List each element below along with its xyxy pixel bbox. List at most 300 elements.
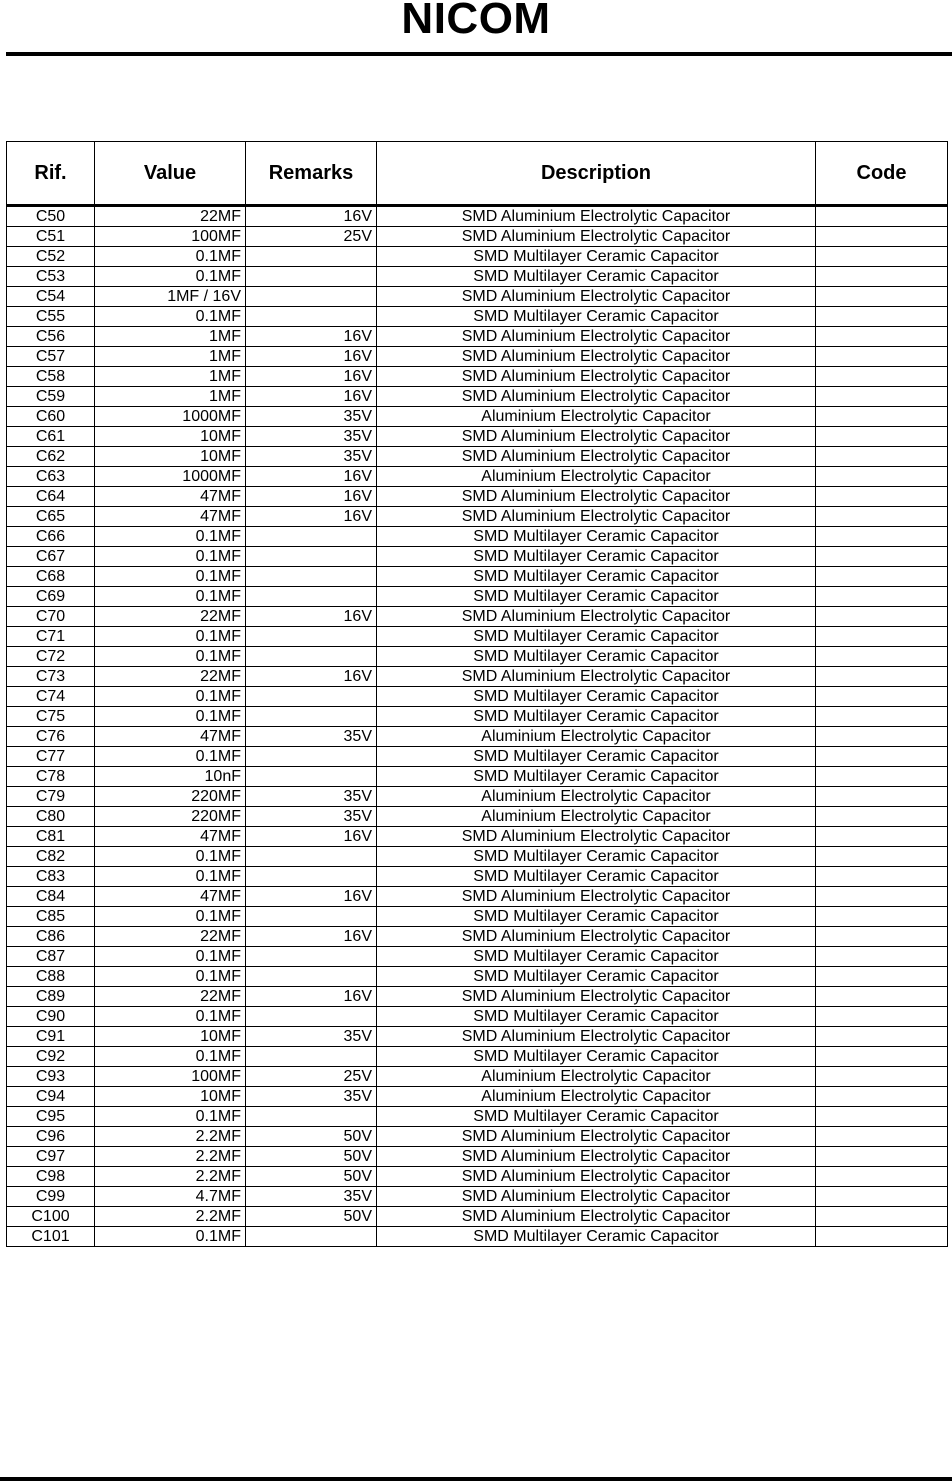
table-row [7,1107,948,1127]
cell-rif: C50 [7,206,95,227]
table-row [7,1207,948,1227]
cell-code [816,527,948,547]
cell-value: 0.1MF [95,567,246,587]
cell-remarks: 25V [246,1067,377,1087]
cell-remarks [246,847,377,867]
cell-code [816,267,948,287]
cell-description: SMD Aluminium Electrolytic Capacitor [377,1027,816,1047]
table-row [7,547,948,567]
table-row [7,487,948,507]
page-title: NICOM [401,0,551,43]
cell-value: 0.1MF [95,1227,246,1247]
cell-remarks [246,547,377,567]
cell-value: 0.1MF [95,907,246,927]
cell-rif: C76 [7,727,95,747]
cell-value: 0.1MF [95,307,246,327]
cell-rif: C58 [7,367,95,387]
cell-description: SMD Multilayer Ceramic Capacitor [377,247,816,267]
table-row [7,667,948,687]
cell-code [816,747,948,767]
cell-description: SMD Aluminium Electrolytic Capacitor [377,487,816,507]
cell-value: 0.1MF [95,247,246,267]
column-header-code: Code [816,142,948,206]
cell-description: SMD Multilayer Ceramic Capacitor [377,627,816,647]
cell-rif: C100 [7,1207,95,1227]
table-row [7,707,948,727]
table-row [7,247,948,267]
cell-code [816,587,948,607]
cell-code [816,727,948,747]
cell-code [816,206,948,227]
cell-value: 22MF [95,987,246,1007]
cell-rif: C93 [7,1067,95,1087]
cell-rif: C66 [7,527,95,547]
parts-table [6,141,948,1247]
cell-description: SMD Multilayer Ceramic Capacitor [377,647,816,667]
cell-rif: C97 [7,1147,95,1167]
cell-remarks: 50V [246,1207,377,1227]
cell-rif: C68 [7,567,95,587]
cell-code [816,347,948,367]
cell-remarks [246,707,377,727]
cell-code [816,687,948,707]
cell-remarks [246,247,377,267]
cell-rif: C92 [7,1047,95,1067]
cell-remarks [246,867,377,887]
cell-value: 22MF [95,206,246,227]
cell-remarks: 35V [246,1087,377,1107]
cell-code [816,567,948,587]
cell-remarks: 16V [246,927,377,947]
cell-rif: C95 [7,1107,95,1127]
cell-description: SMD Aluminium Electrolytic Capacitor [377,887,816,907]
cell-remarks: 16V [246,387,377,407]
cell-value: 0.1MF [95,687,246,707]
cell-description: Aluminium Electrolytic Capacitor [377,407,816,427]
cell-rif: C86 [7,927,95,947]
column-header-value: Value [95,142,246,206]
cell-value: 1MF [95,367,246,387]
cell-value: 22MF [95,667,246,687]
table-row [7,1127,948,1147]
table-row [7,287,948,307]
table-row [7,847,948,867]
cell-description: SMD Multilayer Ceramic Capacitor [377,587,816,607]
table-row [7,447,948,467]
cell-code [816,327,948,347]
cell-remarks [246,907,377,927]
table-row [7,647,948,667]
cell-value: 10MF [95,1087,246,1107]
cell-code [816,987,948,1007]
cell-rif: C59 [7,387,95,407]
cell-description: SMD Aluminium Electrolytic Capacitor [377,1167,816,1187]
table-row [7,1167,948,1187]
table-row [7,327,948,347]
cell-code [816,1027,948,1047]
cell-value: 220MF [95,787,246,807]
table-row [7,887,948,907]
cell-rif: C96 [7,1127,95,1147]
cell-description: SMD Multilayer Ceramic Capacitor [377,867,816,887]
cell-code [816,1167,948,1187]
table-row [7,927,948,947]
cell-rif: C69 [7,587,95,607]
cell-value: 220MF [95,807,246,827]
cell-remarks: 16V [246,827,377,847]
table-row [7,1147,948,1167]
cell-description: SMD Aluminium Electrolytic Capacitor [377,427,816,447]
cell-description: SMD Aluminium Electrolytic Capacitor [377,1187,816,1207]
cell-remarks: 16V [246,467,377,487]
column-header-remarks: Remarks [246,142,377,206]
cell-rif: C72 [7,647,95,667]
header-row [7,142,948,206]
cell-rif: C56 [7,327,95,347]
cell-code [816,1107,948,1127]
cell-code [816,1087,948,1107]
cell-remarks: 16V [246,667,377,687]
cell-value: 47MF [95,827,246,847]
cell-value: 1MF [95,327,246,347]
cell-value: 1000MF [95,467,246,487]
table-row [7,427,948,447]
table-row [7,507,948,527]
table-row [7,347,948,367]
cell-description: SMD Aluminium Electrolytic Capacitor [377,227,816,247]
cell-remarks [246,267,377,287]
table-row [7,1027,948,1047]
cell-rif: C99 [7,1187,95,1207]
cell-code [816,507,948,527]
table-row [7,1007,948,1027]
table-row [7,947,948,967]
cell-remarks [246,947,377,967]
cell-remarks: 35V [246,427,377,447]
table-row [7,527,948,547]
table-row [7,767,948,787]
table-row [7,867,948,887]
cell-remarks: 25V [246,227,377,247]
cell-rif: C57 [7,347,95,367]
cell-code [816,827,948,847]
cell-code [816,247,948,267]
cell-remarks: 35V [246,1187,377,1207]
cell-description: SMD Aluminium Electrolytic Capacitor [377,447,816,467]
cell-code [816,287,948,307]
cell-description: SMD Multilayer Ceramic Capacitor [377,547,816,567]
cell-code [816,1007,948,1027]
cell-description: SMD Multilayer Ceramic Capacitor [377,747,816,767]
cell-code [816,1187,948,1207]
cell-remarks [246,1007,377,1027]
cell-description: SMD Aluminium Electrolytic Capacitor [377,206,816,227]
cell-value: 0.1MF [95,1047,246,1067]
cell-description: SMD Aluminium Electrolytic Capacitor [377,287,816,307]
table-row [7,1187,948,1207]
cell-rif: C78 [7,767,95,787]
cell-remarks [246,687,377,707]
cell-description: SMD Aluminium Electrolytic Capacitor [377,367,816,387]
parts-table-body [7,206,948,1247]
cell-remarks: 35V [246,1027,377,1047]
table-row [7,1067,948,1087]
table-row [7,1047,948,1067]
cell-value: 0.1MF [95,707,246,727]
cell-description: SMD Aluminium Electrolytic Capacitor [377,327,816,347]
cell-rif: C74 [7,687,95,707]
table-row [7,967,948,987]
cell-value: 1MF [95,347,246,367]
cell-value: 0.1MF [95,947,246,967]
cell-description: SMD Aluminium Electrolytic Capacitor [377,1127,816,1147]
cell-remarks [246,1047,377,1067]
cell-remarks: 50V [246,1147,377,1167]
cell-remarks [246,767,377,787]
cell-code [816,1227,948,1247]
cell-description: SMD Multilayer Ceramic Capacitor [377,267,816,287]
cell-description: Aluminium Electrolytic Capacitor [377,807,816,827]
cell-rif: C81 [7,827,95,847]
cell-description: SMD Aluminium Electrolytic Capacitor [377,387,816,407]
cell-rif: C65 [7,507,95,527]
table-row [7,907,948,927]
cell-rif: C84 [7,887,95,907]
cell-value: 22MF [95,927,246,947]
cell-value: 1000MF [95,407,246,427]
cell-code [816,767,948,787]
cell-code [816,967,948,987]
table-row [7,206,948,227]
cell-description: SMD Multilayer Ceramic Capacitor [377,567,816,587]
cell-remarks [246,967,377,987]
table-row [7,827,948,847]
cell-rif: C85 [7,907,95,927]
table-row [7,987,948,1007]
cell-description: Aluminium Electrolytic Capacitor [377,1087,816,1107]
cell-rif: C75 [7,707,95,727]
cell-rif: C53 [7,267,95,287]
cell-rif: C67 [7,547,95,567]
cell-code [816,947,948,967]
cell-description: SMD Multilayer Ceramic Capacitor [377,907,816,927]
cell-description: SMD Aluminium Electrolytic Capacitor [377,927,816,947]
table-row [7,807,948,827]
cell-code [816,887,948,907]
table-row [7,787,948,807]
table-row [7,227,948,247]
cell-description: SMD Aluminium Electrolytic Capacitor [377,827,816,847]
cell-remarks [246,287,377,307]
cell-rif: C88 [7,967,95,987]
cell-code [816,1047,948,1067]
cell-description: SMD Aluminium Electrolytic Capacitor [377,607,816,627]
cell-code [816,447,948,467]
cell-remarks [246,1107,377,1127]
cell-value: 2.2MF [95,1167,246,1187]
cell-value: 1MF / 16V [95,287,246,307]
table-row [7,267,948,287]
cell-remarks: 16V [246,887,377,907]
cell-value: 0.1MF [95,547,246,567]
cell-code [816,607,948,627]
table-row [7,627,948,647]
cell-remarks: 16V [246,607,377,627]
cell-code [816,847,948,867]
cell-description: SMD Aluminium Electrolytic Capacitor [377,1147,816,1167]
cell-description: SMD Multilayer Ceramic Capacitor [377,527,816,547]
footer-rule [0,1477,952,1481]
cell-description: Aluminium Electrolytic Capacitor [377,1067,816,1087]
cell-value: 1MF [95,387,246,407]
cell-code [816,427,948,447]
cell-remarks: 50V [246,1167,377,1187]
cell-value: 0.1MF [95,627,246,647]
cell-description: Aluminium Electrolytic Capacitor [377,727,816,747]
table-row [7,587,948,607]
cell-value: 10MF [95,1027,246,1047]
table-row [7,467,948,487]
cell-remarks: 16V [246,987,377,1007]
cell-description: SMD Multilayer Ceramic Capacitor [377,307,816,327]
cell-remarks [246,527,377,547]
cell-rif: C89 [7,987,95,1007]
table-row [7,727,948,747]
table-row [7,1087,948,1107]
cell-rif: C80 [7,807,95,827]
cell-value: 0.1MF [95,647,246,667]
cell-value: 0.1MF [95,747,246,767]
table-row [7,1227,948,1247]
cell-description: SMD Multilayer Ceramic Capacitor [377,947,816,967]
cell-description: SMD Aluminium Electrolytic Capacitor [377,1207,816,1227]
cell-value: 0.1MF [95,1107,246,1127]
cell-code [816,1147,948,1167]
cell-rif: C51 [7,227,95,247]
cell-code [816,667,948,687]
cell-value: 47MF [95,507,246,527]
cell-value: 47MF [95,727,246,747]
cell-code [816,1127,948,1147]
cell-rif: C91 [7,1027,95,1047]
cell-remarks: 16V [246,206,377,227]
cell-remarks [246,627,377,647]
cell-value: 47MF [95,487,246,507]
cell-rif: C55 [7,307,95,327]
cell-value: 10MF [95,427,246,447]
cell-remarks: 35V [246,407,377,427]
cell-remarks [246,587,377,607]
cell-remarks [246,1227,377,1247]
cell-value: 0.1MF [95,587,246,607]
cell-rif: C71 [7,627,95,647]
cell-code [816,907,948,927]
cell-code [816,627,948,647]
cell-description: SMD Multilayer Ceramic Capacitor [377,967,816,987]
cell-code [816,367,948,387]
cell-code [816,487,948,507]
cell-remarks: 16V [246,367,377,387]
cell-code [816,547,948,567]
cell-remarks [246,747,377,767]
cell-code [816,227,948,247]
cell-description: Aluminium Electrolytic Capacitor [377,467,816,487]
cell-remarks [246,307,377,327]
cell-value: 10nF [95,767,246,787]
cell-description: SMD Aluminium Electrolytic Capacitor [377,347,816,367]
cell-value: 4.7MF [95,1187,246,1207]
cell-rif: C61 [7,427,95,447]
table-row [7,747,948,767]
cell-remarks: 16V [246,347,377,367]
cell-remarks: 35V [246,807,377,827]
cell-value: 10MF [95,447,246,467]
cell-remarks [246,647,377,667]
cell-rif: C64 [7,487,95,507]
cell-rif: C90 [7,1007,95,1027]
cell-remarks: 16V [246,507,377,527]
cell-value: 0.1MF [95,867,246,887]
cell-code [816,467,948,487]
column-header-rif: Rif. [7,142,95,206]
cell-value: 0.1MF [95,527,246,547]
cell-rif: C70 [7,607,95,627]
table-row [7,407,948,427]
cell-description: SMD Multilayer Ceramic Capacitor [377,1227,816,1247]
table-row [7,687,948,707]
cell-code [816,1207,948,1227]
cell-remarks: 50V [246,1127,377,1147]
cell-description: SMD Aluminium Electrolytic Capacitor [377,667,816,687]
cell-rif: C54 [7,287,95,307]
cell-remarks: 35V [246,727,377,747]
cell-description: SMD Multilayer Ceramic Capacitor [377,1107,816,1127]
cell-rif: C52 [7,247,95,267]
cell-value: 47MF [95,887,246,907]
cell-code [816,867,948,887]
cell-description: SMD Aluminium Electrolytic Capacitor [377,507,816,527]
cell-value: 100MF [95,227,246,247]
cell-rif: C83 [7,867,95,887]
table-row [7,387,948,407]
cell-value: 2.2MF [95,1127,246,1147]
cell-remarks [246,567,377,587]
table-row [7,307,948,327]
cell-code [816,807,948,827]
cell-description: SMD Multilayer Ceramic Capacitor [377,1007,816,1027]
cell-code [816,647,948,667]
table-row [7,367,948,387]
cell-code [816,387,948,407]
table-row [7,567,948,587]
column-header-description: Description [377,142,816,206]
cell-rif: C77 [7,747,95,767]
cell-value: 100MF [95,1067,246,1087]
cell-description: SMD Multilayer Ceramic Capacitor [377,1047,816,1067]
cell-code [816,307,948,327]
cell-rif: C62 [7,447,95,467]
cell-rif: C82 [7,847,95,867]
cell-rif: C87 [7,947,95,967]
parts-table-header [7,142,948,206]
cell-rif: C94 [7,1087,95,1107]
cell-code [816,927,948,947]
cell-value: 0.1MF [95,967,246,987]
cell-remarks: 16V [246,327,377,347]
cell-code [816,707,948,727]
cell-value: 2.2MF [95,1207,246,1227]
cell-value: 2.2MF [95,1147,246,1167]
